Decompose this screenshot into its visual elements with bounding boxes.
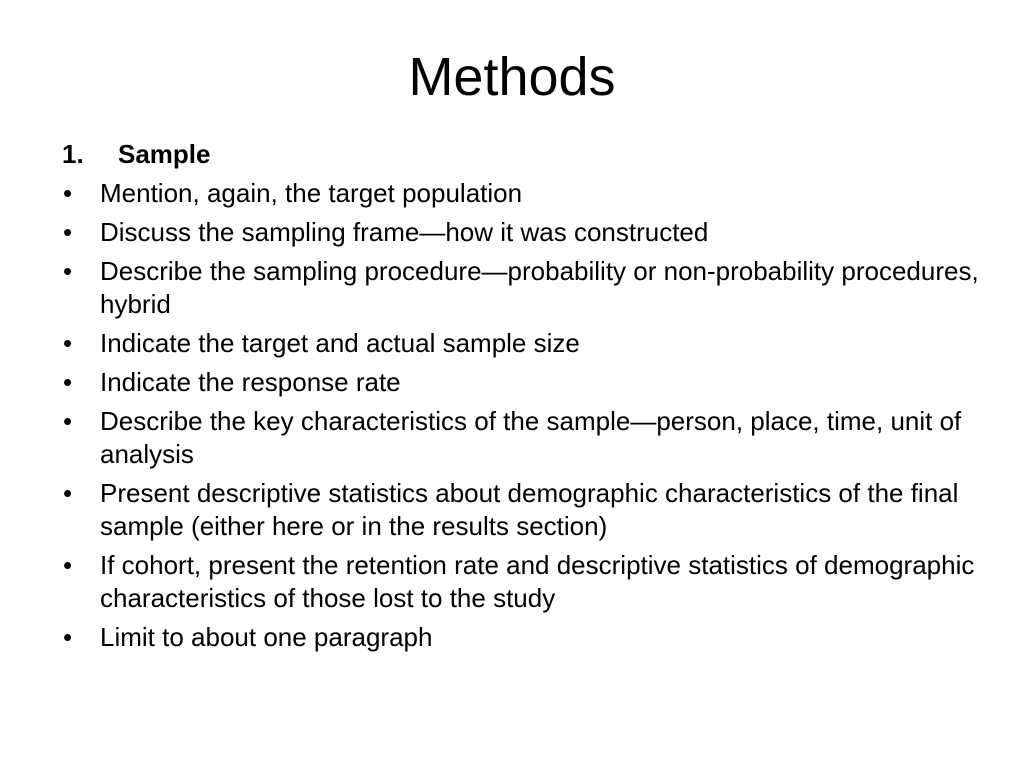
bullet-icon: • <box>63 217 73 247</box>
bullet-icon: • <box>63 256 73 286</box>
bullet-icon: • <box>63 478 73 508</box>
bullet-item <box>60 366 980 399</box>
bullet-icon: • <box>63 178 73 208</box>
bullet-icon: • <box>63 550 73 580</box>
bullet-icon: • <box>63 406 73 436</box>
bullet-text: If cohort, present the retention rate and descriptive statistics of demographic characteristics of those lost to the study <box>100 550 975 613</box>
bullet-text: Limit to about one paragraph <box>100 622 433 652</box>
bullet-item <box>60 405 980 471</box>
bullet-icon: • <box>63 367 73 397</box>
bullet-item <box>60 255 980 321</box>
slide-content <box>60 138 980 660</box>
bullet-item <box>60 177 980 210</box>
bullet-icon: • <box>63 328 73 358</box>
bullet-text: Discuss the sampling frame—how it was constructed <box>100 217 709 247</box>
slide-title: Methods <box>408 47 616 107</box>
section-number: 1. <box>62 139 84 169</box>
bullet-item <box>60 327 980 360</box>
bullet-item <box>60 549 980 615</box>
bullet-text: Present descriptive statistics about demographic characteristics of the final sample (either here or in the results section) <box>100 478 959 541</box>
bullet-text: Indicate the response rate <box>100 367 401 397</box>
bullet-item <box>60 216 980 249</box>
bullet-list <box>60 177 980 654</box>
bullet-text: Describe the key characteristics of the sample—person, place, time, unit of analysis <box>100 406 962 469</box>
bullet-text: Mention, again, the target population <box>100 178 523 208</box>
bullet-text: Indicate the target and actual sample size <box>100 328 580 358</box>
section-heading <box>60 138 980 171</box>
bullet-icon: • <box>63 622 73 652</box>
section-label: Sample <box>118 139 211 169</box>
bullet-item <box>60 477 980 543</box>
bullet-text: Describe the sampling procedure—probability or non-probability procedures, hybrid <box>100 256 979 319</box>
bullet-item <box>60 621 980 654</box>
